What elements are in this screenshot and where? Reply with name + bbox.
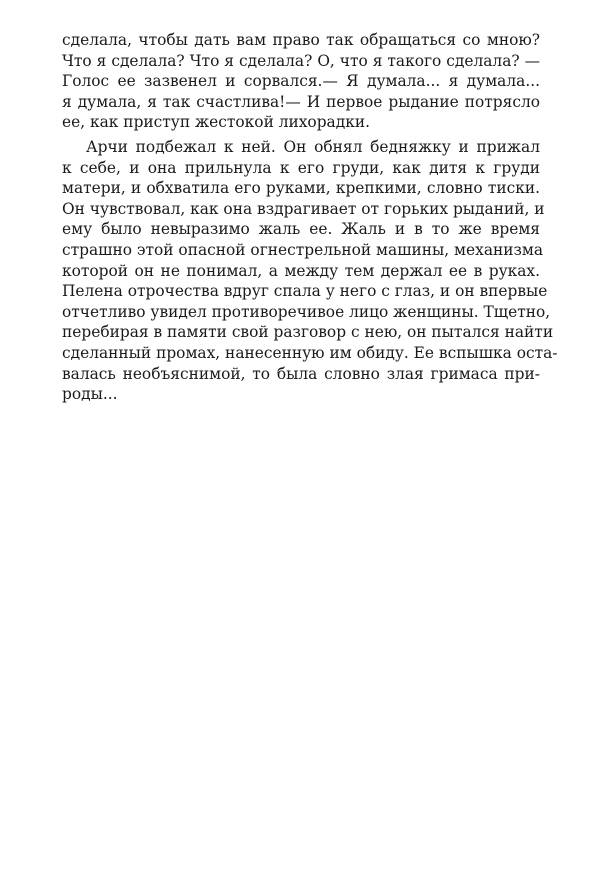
text-line: Пелена отрочества вдруг спала у него с глаз, и он впервые	[62, 282, 548, 301]
text-line: Что я сделала? Что я сделала? О, что я такого сделала? —	[62, 51, 540, 70]
text-line: перебирая в памяти свой разговор с нею, он пытался найти	[62, 323, 554, 342]
text-line: ему было невыразимо жаль ее. Жаль и в то же время	[62, 220, 540, 239]
text-line: Он чувствовал, как она вздрагивает от горьких рыданий, и	[62, 199, 545, 218]
text-line: роды...	[62, 385, 118, 404]
text-line: ее, как приступ жестокой лихорадки.	[62, 113, 370, 132]
text-line: которой он не понимал, а между тем держал ее в руках.	[62, 261, 540, 280]
text-line: Арчи подбежал к ней. Он обнял бедняжку и прижал	[86, 137, 540, 156]
text-line: сделала, чтобы дать вам право так обращаться со мною?	[62, 31, 540, 49]
text-line: к себе, и она прильнула к его груди, как дитя к груди	[62, 158, 540, 177]
text-line: валась необъяснимой, то была словно злая гримаса при-	[62, 364, 540, 383]
paragraph	[62, 30, 540, 133]
text-line: я думала, я так счастлива!— И первое рыдание потрясло	[62, 92, 540, 111]
text-line: сделанный промах, нанесенную им обиду. Ее вспышка оста-	[62, 343, 558, 362]
text-line: отчетливо увидел противоречивое лицо женщины. Тщетно,	[62, 302, 551, 321]
page-text	[62, 30, 558, 405]
text-line: матери, и обхватила его руками, крепкими, словно тиски.	[62, 179, 540, 198]
paragraph	[62, 137, 558, 405]
text-line: страшно этой опасной огнестрельной машины, механизма	[62, 240, 544, 259]
text-line: Голос ее зазвенел и сорвался.— Я думала... я думала...	[62, 72, 540, 91]
